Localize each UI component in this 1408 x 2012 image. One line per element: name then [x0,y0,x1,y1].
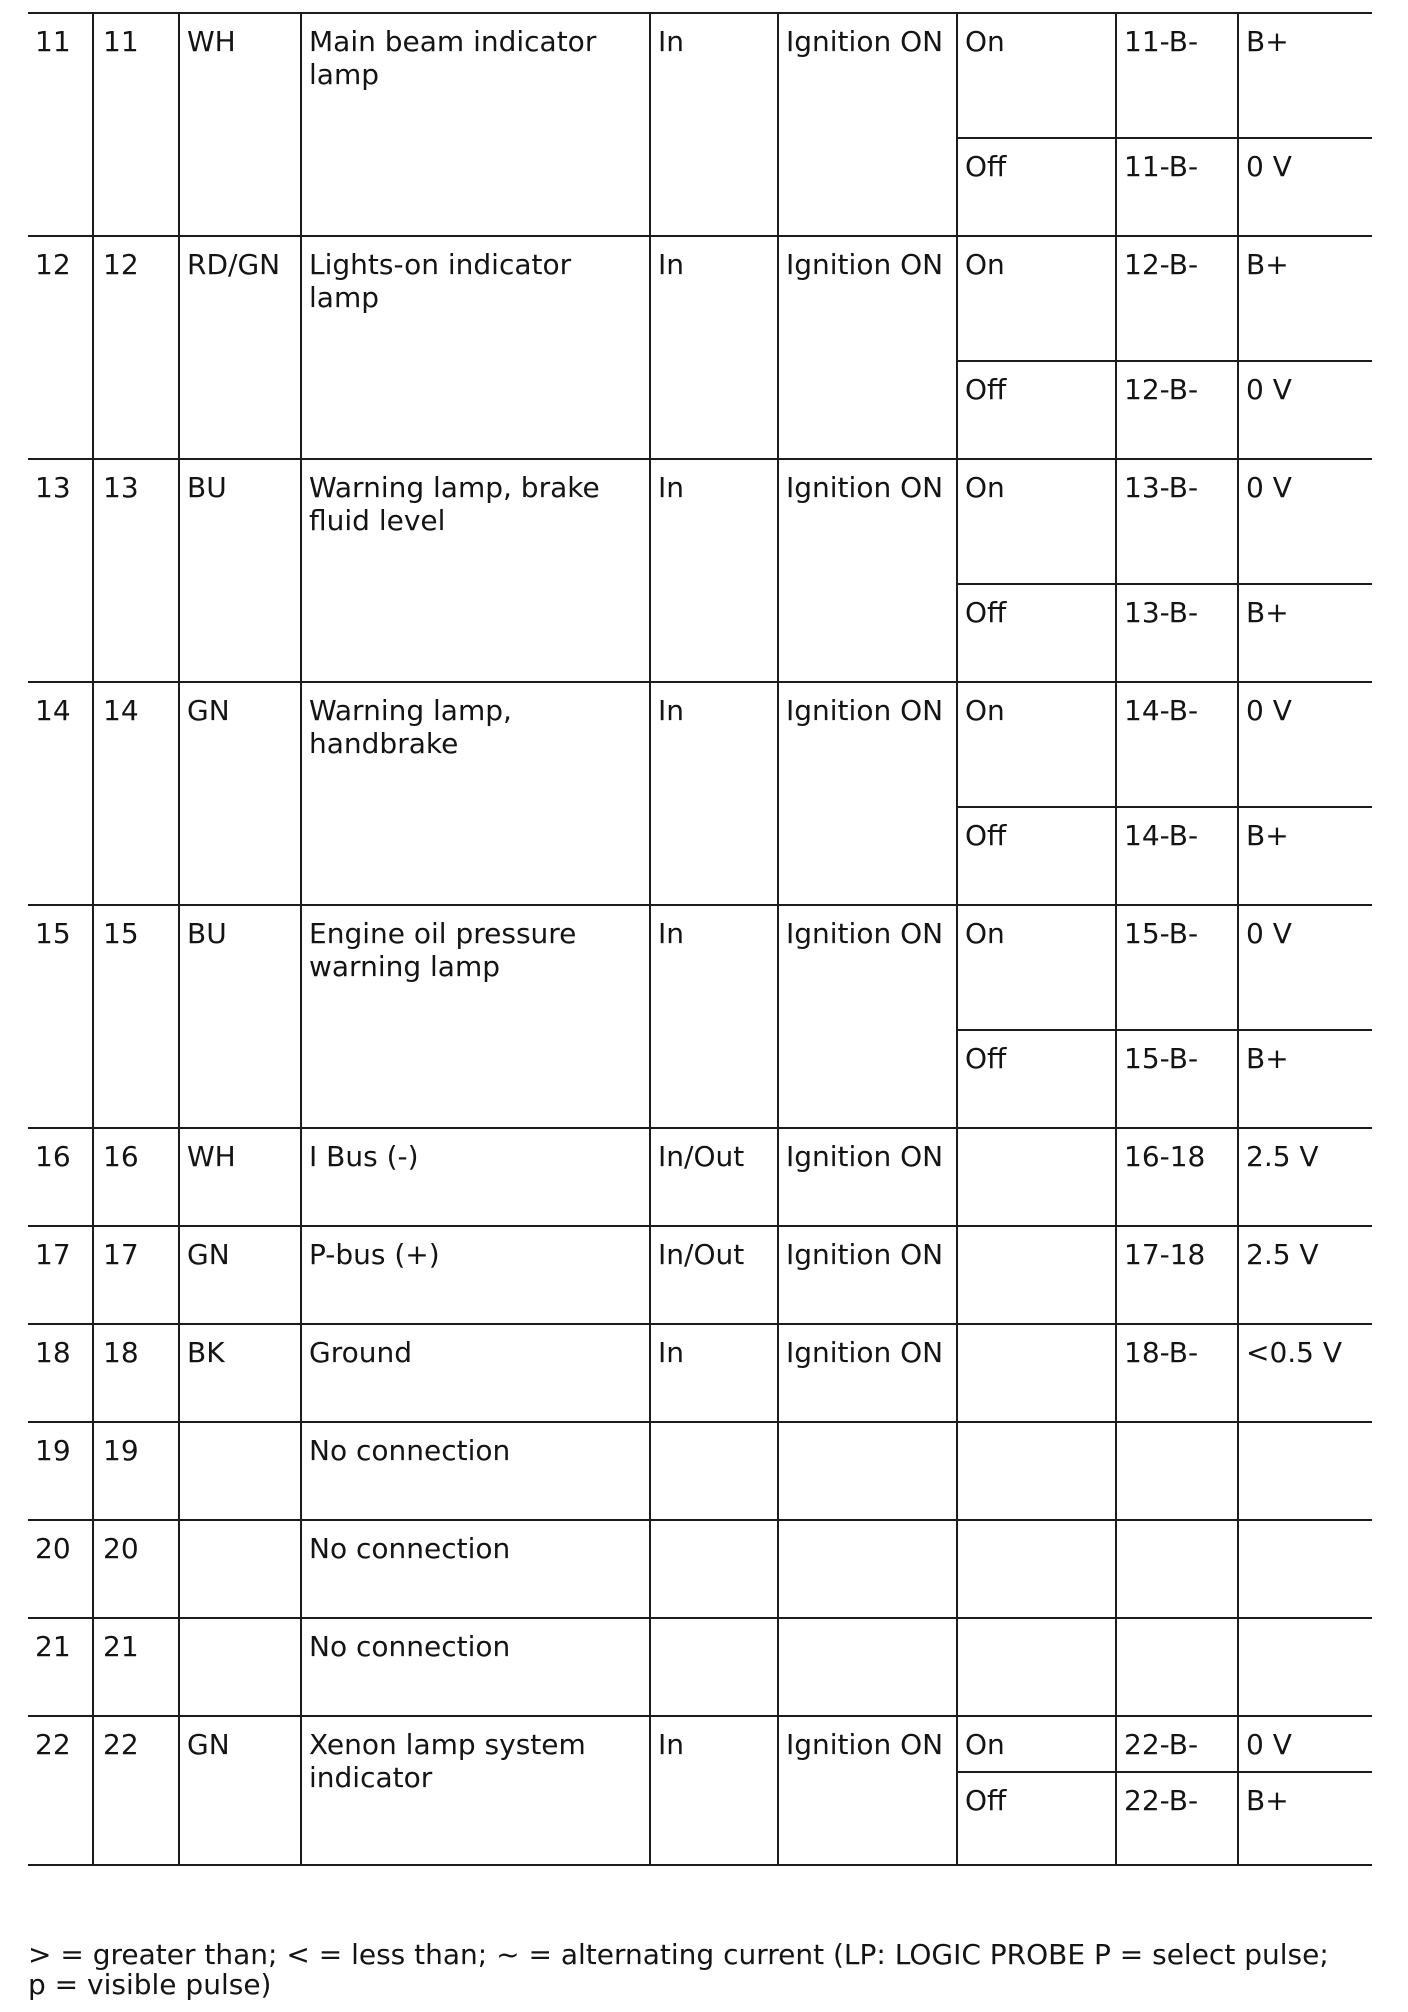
pin-number-a: 21 [28,1618,93,1716]
signal-direction: In [650,13,778,236]
footnote [28,1940,1329,2000]
pin-description [301,1520,650,1618]
table-row [28,1618,1372,1716]
pin-description [301,1128,650,1226]
test-condition: Ignition ON [778,1128,957,1226]
pin-number-b: 15 [93,905,179,1128]
nominal-value [1238,1520,1372,1618]
test-points: 13-B- [1116,584,1238,682]
wire-color: WH [179,1128,301,1226]
test-condition [778,1520,957,1618]
wire-color: GN [179,1716,301,1865]
test-points: 15-B- [1116,1030,1238,1128]
description-line: I Bus (-) [309,1140,419,1173]
state-label [957,1520,1116,1618]
nominal-value [1238,1618,1372,1716]
state-label [957,1128,1116,1226]
test-points [1116,1520,1238,1618]
test-condition: Ignition ON [778,1716,957,1865]
pin-number-a: 15 [28,905,93,1128]
signal-direction: In [650,905,778,1128]
wire-color: GN [179,1226,301,1324]
description-line: Engine oil pressure [309,917,577,950]
state-label: On [957,236,1116,361]
pin-description [301,1324,650,1422]
nominal-value: 2.5 V [1238,1226,1372,1324]
nominal-value: B+ [1238,1030,1372,1128]
state-label: On [957,459,1116,584]
signal-direction: In [650,236,778,459]
nominal-value: B+ [1238,13,1372,138]
state-label: Off [957,361,1116,459]
description-line: Ground [309,1336,412,1369]
pin-number-a: 19 [28,1422,93,1520]
pin-number-a: 20 [28,1520,93,1618]
pin-number-b: 13 [93,459,179,682]
state-label: On [957,1716,1116,1772]
nominal-value: B+ [1238,1772,1372,1865]
pin-description [301,1422,650,1520]
pin-description [301,1716,650,1865]
description-line: Main beam indicator [309,25,597,58]
description-line: No connection [309,1434,511,1467]
description-line: Warning lamp, [309,694,512,727]
pin-number-a: 17 [28,1226,93,1324]
table-row [28,682,1372,807]
wire-color: BK [179,1324,301,1422]
test-condition [778,1422,957,1520]
table-row [28,459,1372,584]
pin-number-a: 18 [28,1324,93,1422]
test-condition: Ignition ON [778,1226,957,1324]
nominal-value: B+ [1238,584,1372,682]
test-points: 17-18 [1116,1226,1238,1324]
signal-direction: In [650,682,778,905]
pin-number-a: 22 [28,1716,93,1865]
pin-number-b: 22 [93,1716,179,1865]
state-label: Off [957,584,1116,682]
nominal-value: 2.5 V [1238,1128,1372,1226]
pin-description [301,682,650,905]
nominal-value: <0.5 V [1238,1324,1372,1422]
wire-color [179,1422,301,1520]
nominal-value: 0 V [1238,138,1372,236]
nominal-value [1238,1422,1372,1520]
signal-direction: In/Out [650,1226,778,1324]
test-points: 18-B- [1116,1324,1238,1422]
footnote-line: p = visible pulse) [28,1968,272,2001]
test-points: 15-B- [1116,905,1238,1030]
test-condition: Ignition ON [778,1324,957,1422]
description-line: warning lamp [309,950,501,983]
table-row [28,1324,1372,1422]
signal-direction [650,1618,778,1716]
nominal-value: 0 V [1238,361,1372,459]
state-label: Off [957,138,1116,236]
description-line: Xenon lamp system [309,1728,586,1761]
state-label [957,1422,1116,1520]
footnote-line: > = greater than; < = less than; ~ = alternating current (LP: LOGIC PROBE P = select pulse; [28,1938,1329,1971]
wire-color: WH [179,13,301,236]
test-points: 11-B- [1116,13,1238,138]
pin-number-b: 20 [93,1520,179,1618]
test-points: 14-B- [1116,807,1238,905]
state-label: On [957,13,1116,138]
nominal-value: 0 V [1238,905,1372,1030]
pin-number-a: 13 [28,459,93,682]
table-row [28,1226,1372,1324]
nominal-value: 0 V [1238,682,1372,807]
signal-direction [650,1520,778,1618]
pin-number-b: 12 [93,236,179,459]
test-points [1116,1422,1238,1520]
table-row [28,905,1372,1030]
signal-direction: In [650,1716,778,1865]
table-row [28,13,1372,138]
state-label [957,1226,1116,1324]
pin-number-a: 12 [28,236,93,459]
description-line: indicator [309,1761,433,1794]
description-line: No connection [309,1630,511,1663]
test-points: 12-B- [1116,236,1238,361]
test-condition: Ignition ON [778,236,957,459]
test-condition: Ignition ON [778,13,957,236]
test-condition: Ignition ON [778,682,957,905]
wire-color [179,1520,301,1618]
pin-description [301,236,650,459]
state-label [957,1324,1116,1422]
test-points: 13-B- [1116,459,1238,584]
state-label: Off [957,807,1116,905]
pin-number-b: 18 [93,1324,179,1422]
pin-description [301,13,650,236]
state-label: On [957,905,1116,1030]
pin-number-a: 11 [28,13,93,236]
description-line: No connection [309,1532,511,1565]
test-points: 22-B- [1116,1772,1238,1865]
test-condition: Ignition ON [778,459,957,682]
test-points: 12-B- [1116,361,1238,459]
wire-color: GN [179,682,301,905]
wire-color [179,1618,301,1716]
state-label: Off [957,1772,1116,1865]
pin-assignment-table [28,12,1372,1866]
state-label [957,1618,1116,1716]
state-label: Off [957,1030,1116,1128]
pin-description [301,1618,650,1716]
test-points: 16-18 [1116,1128,1238,1226]
description-line: lamp [309,281,379,314]
signal-direction: In [650,459,778,682]
wire-color: BU [179,459,301,682]
wire-color: BU [179,905,301,1128]
signal-direction: In/Out [650,1128,778,1226]
test-condition: Ignition ON [778,905,957,1128]
test-points: 11-B- [1116,138,1238,236]
pin-number-b: 14 [93,682,179,905]
test-points [1116,1618,1238,1716]
pin-number-b: 21 [93,1618,179,1716]
test-condition [778,1618,957,1716]
description-line: handbrake [309,727,459,760]
nominal-value: B+ [1238,236,1372,361]
test-points: 22-B- [1116,1716,1238,1772]
table-row [28,1520,1372,1618]
nominal-value: 0 V [1238,1716,1372,1772]
state-label: On [957,682,1116,807]
description-line: P-bus (+) [309,1238,440,1271]
table-row [28,236,1372,361]
pin-description [301,1226,650,1324]
pin-number-b: 11 [93,13,179,236]
table-row [28,1128,1372,1226]
pin-description [301,459,650,682]
pin-number-a: 14 [28,682,93,905]
nominal-value: B+ [1238,807,1372,905]
description-line: lamp [309,58,379,91]
test-points: 14-B- [1116,682,1238,807]
signal-direction [650,1422,778,1520]
pin-number-b: 17 [93,1226,179,1324]
nominal-value: 0 V [1238,459,1372,584]
description-line: Lights-on indicator [309,248,572,281]
description-line: fluid level [309,504,446,537]
pin-number-b: 16 [93,1128,179,1226]
table-row [28,1716,1372,1772]
pin-number-a: 16 [28,1128,93,1226]
table-row [28,1422,1372,1520]
wire-color: RD/GN [179,236,301,459]
pin-description [301,905,650,1128]
pin-number-b: 19 [93,1422,179,1520]
signal-direction: In [650,1324,778,1422]
description-line: Warning lamp, brake [309,471,600,504]
